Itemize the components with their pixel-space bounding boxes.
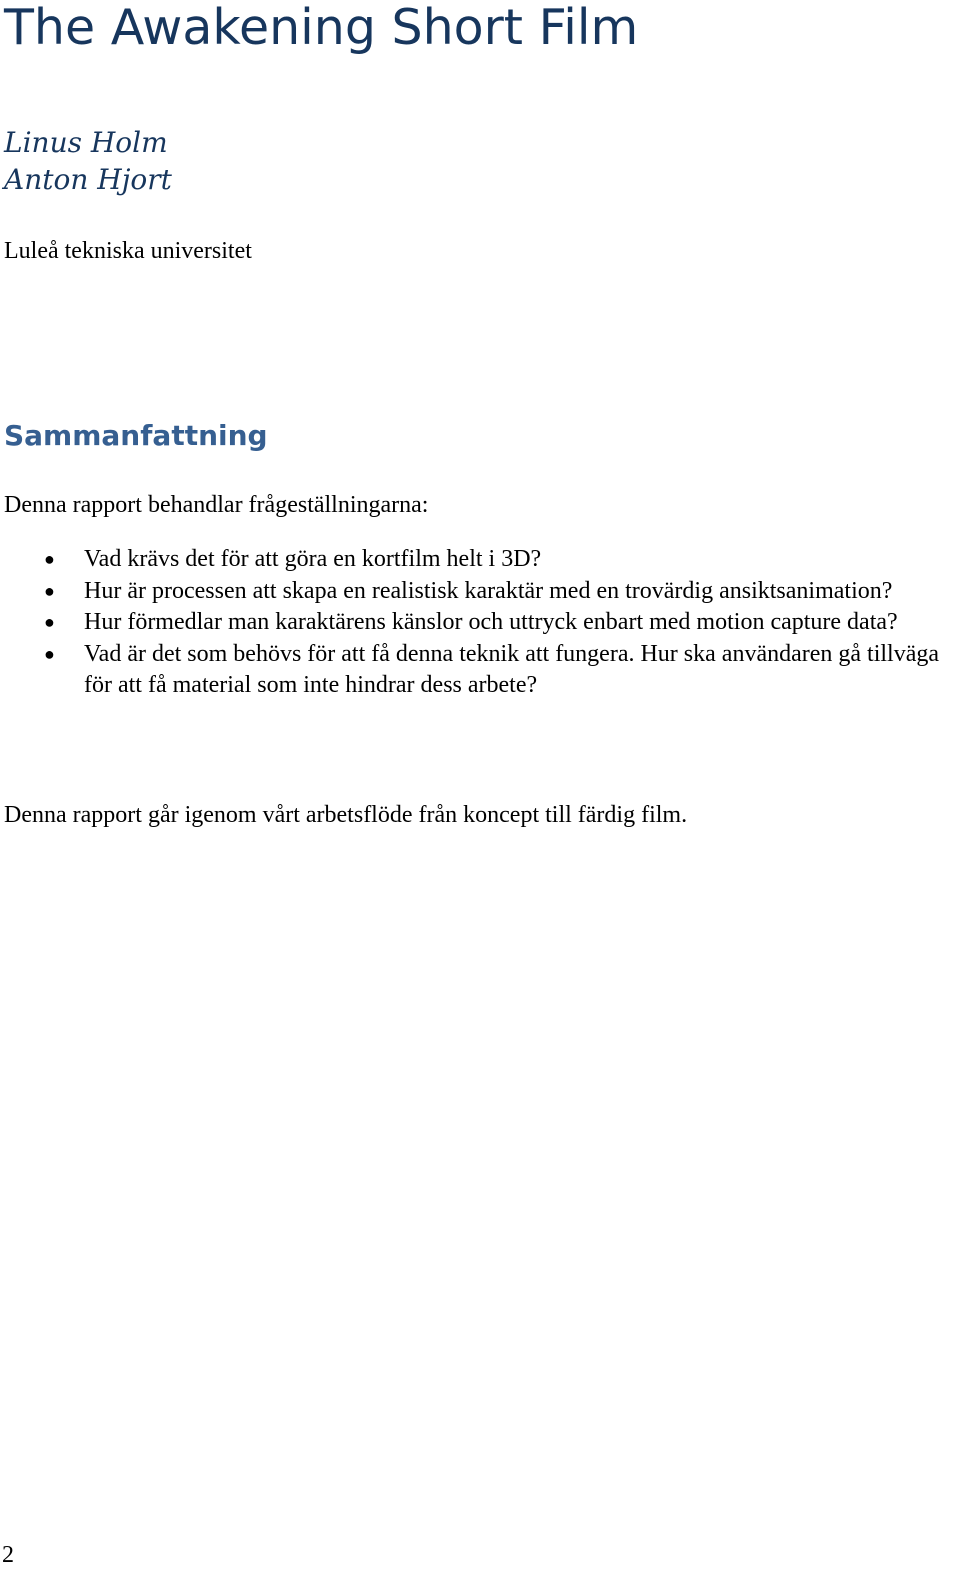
- bullet-icon: ●: [44, 549, 55, 569]
- list-item: [0, 639, 960, 702]
- bullet-icon: ●: [44, 643, 55, 664]
- author-list: [4, 124, 172, 198]
- question-text: Hur förmedlar man karaktärens känslor och uttryck enbart med motion capture data?: [84, 609, 898, 635]
- page-number: 2: [2, 1542, 14, 1568]
- bullet-icon: ●: [44, 612, 55, 632]
- bullet-icon: ●: [44, 580, 55, 601]
- author-name: Linus Holm: [4, 126, 168, 159]
- list-item: [0, 576, 960, 608]
- question-text: Hur är processen att skapa en realistisk karaktär med en trovärdig ansiktsanimation?: [84, 577, 893, 604]
- document-title: The Awakening Short Film: [4, 0, 639, 56]
- list-item: [0, 607, 960, 639]
- section-heading-summary: Sammanfattning: [4, 419, 268, 452]
- question-text: Vad krävs det för att göra en kortfilm helt i 3D?: [84, 546, 542, 572]
- list-item: [0, 544, 960, 576]
- summary-intro: Denna rapport behandlar frågeställningarna:: [4, 492, 429, 518]
- author-name: Anton Hjort: [4, 163, 172, 196]
- summary-conclusion: Denna rapport går igenom vårt arbetsflöde från koncept till färdig film.: [4, 802, 688, 828]
- question-text: Vad är det som behövs för att få denna teknik att fungera. Hur ska användaren gå tillväga för att få material som inte hindrar dess arbete?: [84, 640, 940, 698]
- affiliation: Luleå tekniska universitet: [4, 238, 252, 264]
- question-list: [0, 544, 960, 702]
